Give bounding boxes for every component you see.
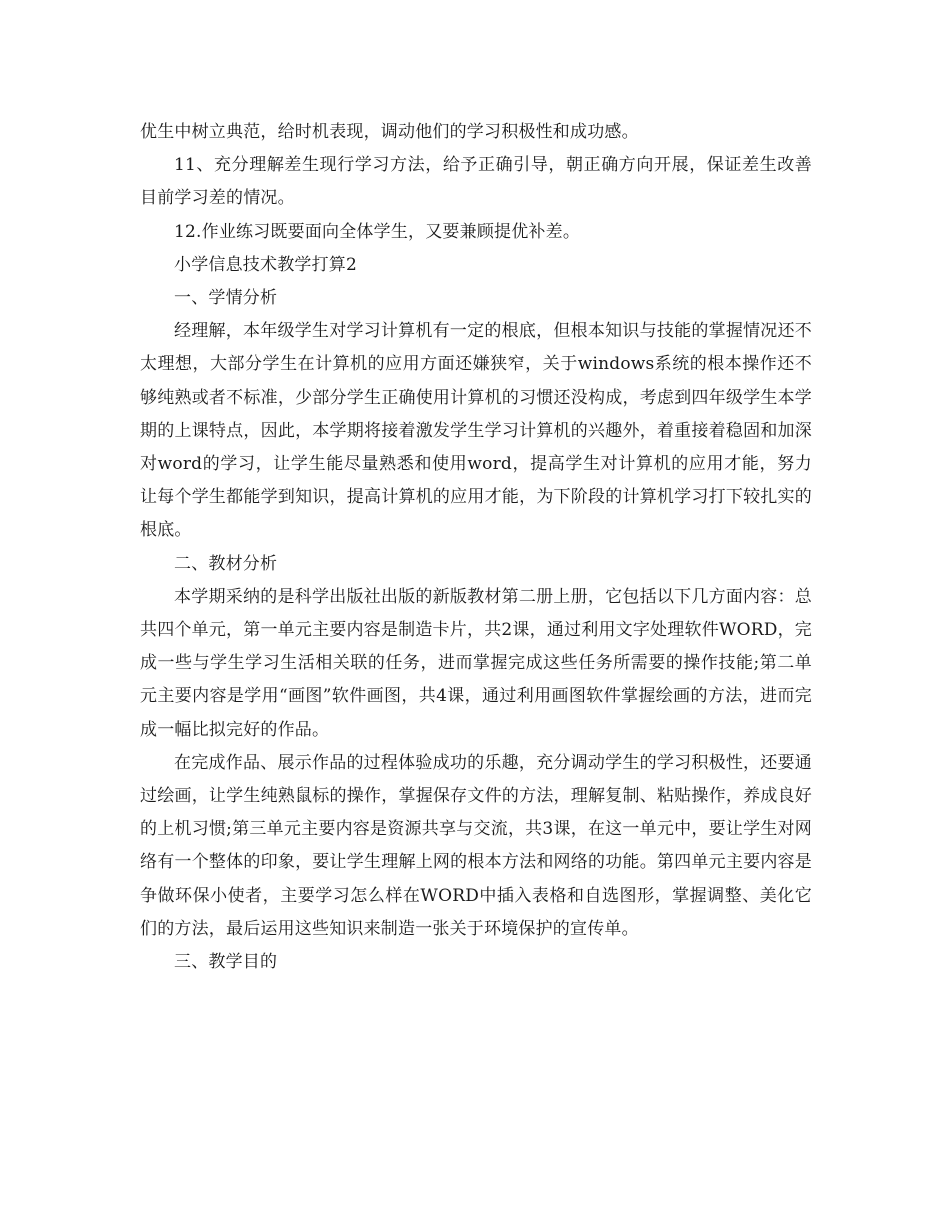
paragraph-1: 优生中树立典范，给时机表现，调动他们的学习积极性和成功感。 [140,122,639,142]
paragraph-textbook-analysis-1: 本学期采纳的是科学出版社出版的新版教材第二册上册，它包括以下几方面内容：总共四个单元，第一单元主要内容是制造卡片，共2课，通过利用文字处理软件WORD，完成一些与学生学习生活相关联的任务，进而掌握完成这些任务所需要的操作技能;第二单元主要内容是学用“画图”软件画图，共4课，通过利用画图软件掌握绘画的方法，进而完成一幅比拟完好的作品。 [140,586,812,740]
paragraph-learning-analysis: 经理解，本年级学生对学习计算机有一定的根底，但根本知识与技能的掌握情况还不太理想，大部分学生在计算机的应用方面还嫌狭窄，关于windows系统的根本操作还不够纯熟或者不标准，少部分学生正确使用计算机的习惯还没构成，考虑到四年级学生本学期的上课特点，因此，本学期将接着激发学生学习计算机的兴趣外，着重接着稳固和加深对word的学习，让学生能尽量熟悉和使用word，提高学生对计算机的应用才能，努力让每个学生都能学到知识，提高计算机的应用才能，为下阶段的计算机学习打下较扎实的根底。 [140,321,812,541]
section-title: 小学信息技术教学打算2 [174,254,358,275]
paragraph-3: 12.作业练习既要面向全体学生，又要兼顾提优补差。 [174,221,581,242]
paragraph-2: 11、充分理解差生现行学习方法，给予正确引导，朝正确方向开展，保证差生改善目前学习差的情况。 [140,155,812,209]
heading-textbook-analysis: 二、教材分析 [174,553,278,574]
heading-teaching-goals: 三、教学目的 [174,952,278,973]
paragraph-textbook-analysis-2: 在完成作品、展示作品的过程体验成功的乐趣，充分调动学生的学习积极性，还要通过绘画，让学生纯熟鼠标的操作，掌握保存文件的方法，理解复制、粘贴操作，养成良好的上机习惯;第三单元主要内容是资源共享与交流，共3课，在这一单元中，要让学生对网络有一个整体的印象，要让学生理解上网的根本方法和网络的功能。第四单元主要内容是争做环保小使者，主要学习怎么样在WORD中插入表格和自选图形，掌握调整、美化它们的方法，最后运用这些知识来制造一张关于环境保护的宣传单。 [140,752,812,939]
document-page [140,116,812,979]
heading-learning-analysis: 一、学情分析 [174,288,278,309]
